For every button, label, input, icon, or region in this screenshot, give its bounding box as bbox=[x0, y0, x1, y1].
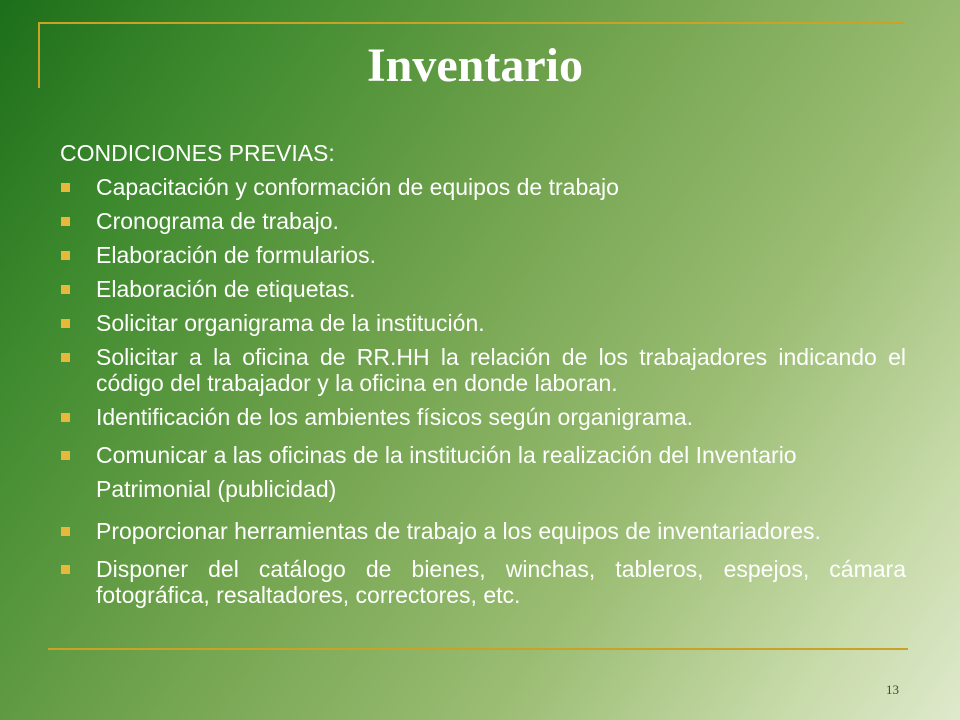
list-item bbox=[60, 242, 906, 268]
slide-body bbox=[60, 140, 906, 616]
bottom-rule-line bbox=[48, 648, 908, 650]
list-item-text: Elaboración de etiquetas. bbox=[96, 276, 356, 302]
list-item bbox=[60, 174, 906, 200]
list-item-text: Solicitar organigrama de la institución. bbox=[96, 310, 485, 336]
bullet-list bbox=[60, 174, 906, 608]
list-item-text: Comunicar a las oficinas de la institución la realización del Inventario Patrimonial (publicidad) bbox=[96, 442, 797, 502]
square-bullet-icon bbox=[61, 353, 70, 362]
page-number: 13 bbox=[886, 682, 899, 697]
list-item bbox=[60, 208, 906, 234]
list-item bbox=[60, 276, 906, 302]
list-item-text: Disponer del catálogo de bienes, winchas, tableros, espejos, cámara fotográfica, resaltadores, correctores, etc. bbox=[96, 556, 906, 608]
list-item bbox=[60, 404, 906, 430]
square-bullet-icon bbox=[61, 251, 70, 260]
list-item-text: Cronograma de trabajo. bbox=[96, 208, 339, 234]
section-subheading: CONDICIONES PREVIAS: bbox=[60, 140, 335, 166]
list-item bbox=[60, 556, 906, 608]
list-item-text: Identificación de los ambientes físicos según organigrama. bbox=[96, 404, 694, 430]
list-item-text: Solicitar a la oficina de RR.HH la relación de los trabajadores indicando el código del trabajador y la oficina en donde laboran. bbox=[96, 344, 906, 396]
top-rule-line bbox=[38, 22, 904, 24]
square-bullet-icon bbox=[61, 183, 70, 192]
slide-title: Inventario bbox=[367, 39, 583, 92]
list-item bbox=[60, 344, 906, 396]
square-bullet-icon bbox=[61, 451, 70, 460]
list-item bbox=[60, 310, 906, 336]
list-item-text: Elaboración de formularios. bbox=[96, 242, 376, 268]
list-item-text: Proporcionar herramientas de trabajo a los equipos de inventariadores. bbox=[96, 518, 821, 544]
square-bullet-icon bbox=[61, 319, 70, 328]
square-bullet-icon bbox=[61, 217, 70, 226]
list-item bbox=[60, 438, 906, 506]
square-bullet-icon bbox=[61, 413, 70, 422]
square-bullet-icon bbox=[61, 285, 70, 294]
list-item bbox=[60, 514, 906, 548]
square-bullet-icon bbox=[61, 565, 70, 574]
list-item-text: Capacitación y conformación de equipos de trabajo bbox=[96, 174, 619, 200]
square-bullet-icon bbox=[61, 527, 70, 536]
